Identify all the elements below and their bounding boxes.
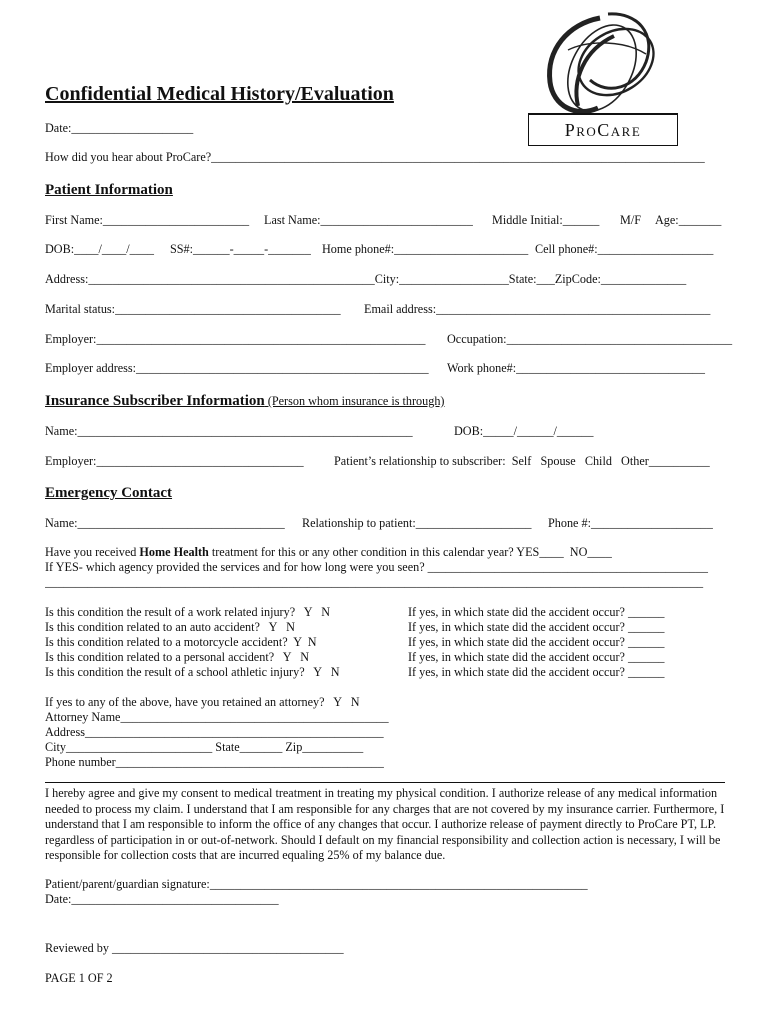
attorney-name-field[interactable]: Attorney Name____________________________________________ bbox=[45, 710, 389, 724]
home-health-text-post: treatment for this or any other condition in this calendar year? YES____ NO____ bbox=[208, 545, 612, 559]
signature-date-field[interactable]: Date:__________________________________ bbox=[45, 892, 279, 906]
signature-field[interactable]: Patient/parent/guardian signature:______________________________________________________________ bbox=[45, 877, 588, 891]
state-field[interactable]: If yes, in which state did the accident occur? ______ bbox=[408, 635, 665, 649]
consent-paragraph: I hereby agree and give my consent to medical treatment in treating my physical condition. I authorize release of any medical information needed to process my claim. I understand that I am responsible for any charges that are not covered by my insurance carrier. Furthermore, I understand that I am responsible to inform the office of any changes that occur. I authorize release of payment directly to ProCare PT, LP. regardless of participation in or out-of-network. Should I default on my financial responsibility and collection action is necessary, I will be responsible for collection costs that are incurred equaling 25% of my balance due. bbox=[45, 786, 725, 863]
email-field[interactable]: Email address:_____________________________________________ bbox=[364, 302, 711, 316]
occupation-field[interactable]: Occupation:_____________________________________ bbox=[447, 332, 733, 346]
subscriber-employer-field[interactable]: Employer:__________________________________ bbox=[45, 454, 304, 468]
insurance-heading-title: Insurance Subscriber Information bbox=[45, 393, 265, 409]
emergency-phone-field[interactable]: Phone #:____________________ bbox=[548, 516, 713, 530]
state-field[interactable]: If yes, in which state did the accident occur? ______ bbox=[408, 605, 665, 619]
emergency-name-field[interactable]: Name:__________________________________ bbox=[45, 516, 285, 530]
subscriber-name-field[interactable]: Name:_______________________________________________________ bbox=[45, 424, 413, 438]
last-name-field[interactable]: Last Name:_________________________ bbox=[264, 213, 473, 227]
logo-text: ProCare bbox=[564, 120, 642, 140]
question-motorcycle-accident[interactable]: Is this condition related to a motorcycle accident? Y N bbox=[45, 635, 317, 649]
emergency-contact-heading: Emergency Contact bbox=[45, 485, 173, 501]
work-phone-field[interactable]: Work phone#:_______________________________ bbox=[447, 361, 705, 375]
employer-field[interactable]: Employer:______________________________________________________ bbox=[45, 332, 426, 346]
age-field[interactable]: Age:_______ bbox=[655, 213, 722, 227]
question-auto-accident[interactable]: Is this condition related to an auto accident? Y N bbox=[45, 620, 295, 634]
agency-field-continuation[interactable]: ____________________________________________________________________________________________________________ bbox=[45, 575, 704, 589]
emergency-relationship-field[interactable]: Relationship to patient:___________________ bbox=[302, 516, 532, 530]
patient-info-heading: Patient Information bbox=[45, 182, 173, 198]
date-field[interactable]: Date:____________________ bbox=[45, 121, 194, 135]
state-field[interactable]: If yes, in which state did the accident occur? ______ bbox=[408, 665, 665, 679]
attorney-address-field[interactable]: Address_________________________________________________ bbox=[45, 725, 384, 739]
sex-field[interactable]: M/F bbox=[620, 213, 642, 227]
page-number: PAGE 1 OF 2 bbox=[45, 971, 113, 985]
cell-phone-field[interactable]: Cell phone#:___________________ bbox=[535, 242, 714, 256]
home-health-question[interactable] bbox=[45, 545, 612, 560]
marital-status-field[interactable]: Marital status:_____________________________________ bbox=[45, 302, 341, 316]
procare-logo bbox=[528, 10, 678, 146]
reviewed-by-field[interactable]: Reviewed by ______________________________________ bbox=[45, 941, 344, 955]
insurance-heading bbox=[45, 392, 445, 410]
state-field[interactable]: If yes, in which state did the accident occur? ______ bbox=[408, 650, 665, 664]
attorney-question[interactable]: If yes to any of the above, have you retained an attorney? Y N bbox=[45, 695, 360, 709]
state-field[interactable]: If yes, in which state did the accident occur? ______ bbox=[408, 620, 665, 634]
attorney-phone-field[interactable]: Phone number____________________________________________ bbox=[45, 755, 384, 769]
address-field[interactable]: Address:_______________________________________________City:__________________State:___ZipCode:______________ bbox=[45, 272, 687, 286]
dob-field[interactable]: DOB:____/____/____ bbox=[45, 242, 155, 256]
question-personal-accident[interactable]: Is this condition related to a personal accident? Y N bbox=[45, 650, 310, 664]
agency-field[interactable]: If YES- which agency provided the services and for how long were you seen? ______________________________________________ bbox=[45, 560, 708, 574]
home-phone-field[interactable]: Home phone#:______________________ bbox=[322, 242, 529, 256]
attorney-city-state-zip-field[interactable]: City________________________ State_______ Zip__________ bbox=[45, 740, 364, 754]
first-name-field[interactable]: First Name:________________________ bbox=[45, 213, 250, 227]
subscriber-relationship-field[interactable]: Patient’s relationship to subscriber: Self Spouse Child Other__________ bbox=[334, 454, 710, 468]
home-health-text-pre: Have you received bbox=[45, 545, 140, 559]
page-title: Confidential Medical History/Evaluation bbox=[45, 83, 394, 105]
subscriber-dob-field[interactable]: DOB:_____/______/______ bbox=[454, 424, 594, 438]
section-divider bbox=[45, 782, 725, 783]
ssn-field[interactable]: SS#:______-_____-_______ bbox=[170, 242, 311, 256]
middle-initial-field[interactable]: Middle Initial:______ bbox=[492, 213, 600, 227]
question-school-athletic-injury[interactable]: Is this condition the result of a school athletic injury? Y N bbox=[45, 665, 340, 679]
insurance-heading-note: (Person whom insurance is through) bbox=[264, 394, 445, 408]
referral-field[interactable]: How did you hear about ProCare?_________________________________________________________________________________ bbox=[45, 150, 705, 164]
employer-address-field[interactable]: Employer address:________________________________________________ bbox=[45, 361, 429, 375]
question-work-injury[interactable]: Is this condition the result of a work related injury? Y N bbox=[45, 605, 331, 619]
home-health-bold: Home Health bbox=[139, 545, 209, 559]
